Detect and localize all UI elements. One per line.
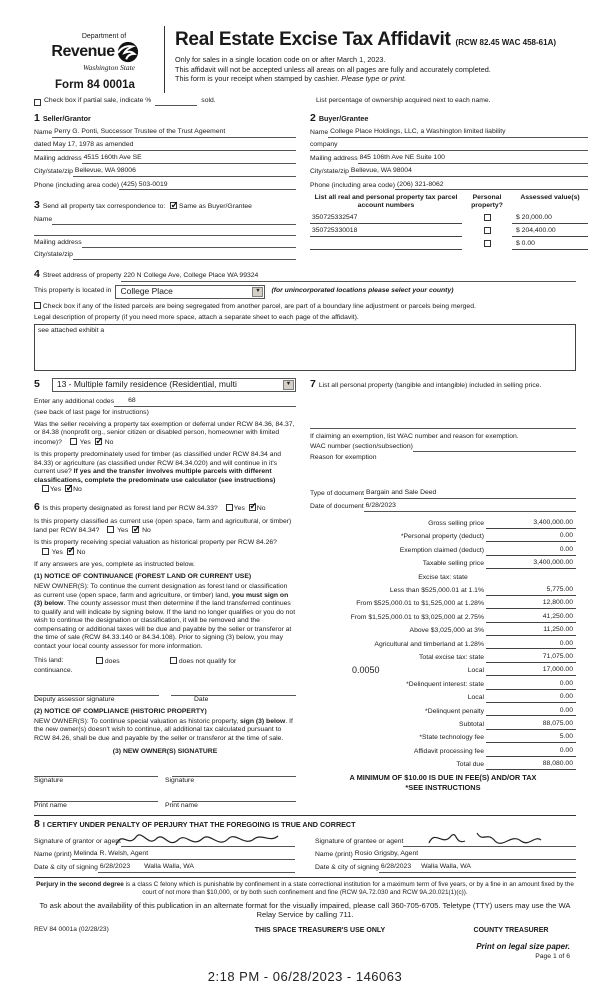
total-excise-state-field[interactable]: 71,075.00 (486, 653, 576, 663)
land-does-not-option: does not qualify for (170, 657, 236, 667)
grantee-name-label: Name (print) (315, 851, 353, 859)
grantor-signature-label: Signature of grantor or agent (34, 838, 121, 846)
section2-header: 2 Buyer/Grantee (310, 111, 369, 124)
tier1-amount-field[interactable]: 5,775.00 (486, 586, 576, 596)
seller-citystatezip-label: City/state/zip (34, 168, 73, 176)
deputy-assessor-label: Deputy assessor signature (34, 696, 115, 704)
correspondence-mailing-field[interactable] (82, 240, 296, 248)
correspondence-citystatezip-field[interactable] (73, 252, 296, 260)
forest-land-question: 6 Is this property designated as forest land per RCW 84.33? Yes ✓ No (34, 501, 296, 514)
seller-name-label: Name (34, 129, 53, 137)
use-code-dropdown[interactable] (52, 378, 296, 392)
exemption-deferral-question: Was the seller receiving a property tax exemption or deferral under RCW 84.36, 84.37, or 84.38 (nonprofit org., senior citizen or disabled person, homeowner with limited income)? Yes ✓ No (34, 421, 296, 448)
local-rate-value: 0.0050 (352, 664, 380, 675)
tax-row-total-due: Total due 88,080.00 (310, 757, 576, 770)
tax-row-personal-deduct: *Personal property (deduct) 0.00 (310, 529, 576, 542)
section8-header: 8 I CERTIFY UNDER PENALTY OF PERJURY THAT THE FOREGOING IS TRUE AND CORRECT (34, 815, 576, 832)
exemption-no-checkbox[interactable] (95, 438, 102, 445)
grantor-signature-ink (112, 827, 282, 851)
page-indicator: Page 1 of 6 (535, 953, 570, 961)
answers-yes-note: If any answers are yes, complete as instructed below. (34, 560, 195, 568)
current-use-no-checkbox[interactable] (132, 526, 139, 533)
partial-sale-label: Check box if partial sale, indicate % (44, 96, 152, 104)
partial-sale-percent-field[interactable] (155, 98, 197, 106)
tax-row-tier3: From $1,525,000.01 to $3,025,000 at 2.75% 41,250.00 (310, 609, 576, 622)
doc-date-field[interactable]: 6/28/2023 (364, 502, 576, 512)
tax-row-agricultural: Agricultural and timberland at 1.28% 0.00 (310, 636, 576, 649)
exemption-yes-checkbox[interactable] (70, 438, 77, 445)
seller-citystatezip-field[interactable]: Bellevue, WA 98006 (73, 167, 296, 177)
legal-description-field[interactable]: see attached exhibit a (34, 324, 576, 371)
buyer-citystatezip-field[interactable]: Bellevue, WA 98004 (349, 167, 588, 177)
use-code-value: 13 - Multiple family residence (Residential, multi (56, 379, 237, 390)
section1-header: 1 Seller/Grantor (34, 111, 91, 124)
new-owner-signature-field-1[interactable] (34, 769, 158, 777)
tax-row-tier2: From $525,000.01 to $1,525,000 at 1.28% 12,800.00 (310, 596, 576, 609)
notice-compliance-title: (2) NOTICE OF COMPLIANCE (HISTORIC PROPERTY) (34, 707, 207, 715)
state-technology-fee-field[interactable]: 5.00 (486, 733, 576, 743)
grantee-signature-label: Signature of grantee or agent (315, 838, 404, 846)
deputy-assessor-signature-field[interactable] (34, 688, 159, 696)
seller-name-field-2[interactable]: dated May 17, 1978 as amended (34, 141, 296, 151)
reason-exemption-label: Reason for exemption (310, 454, 377, 462)
land-does-option: does (96, 657, 170, 667)
affidavit-processing-fee-field[interactable]: 0.00 (486, 747, 576, 757)
personal-property-checkbox[interactable] (484, 214, 491, 221)
personal-property-checkbox[interactable] (484, 227, 491, 234)
timestamp-stamp: 2:18 PM - 06/28/2023 - 146063 (207, 968, 403, 984)
tax-row-delinquent-interest-state: *Delinquent interest: state 0.00 (310, 676, 576, 689)
same-as-buyer-checkbox[interactable] (170, 202, 177, 209)
tax-row-tech-fee: *State technology fee 5.00 (310, 730, 576, 743)
exemption-claimed-field[interactable]: 0.00 (486, 546, 576, 556)
deputy-date-label: Date (194, 696, 209, 704)
timber-no-checkbox[interactable] (65, 485, 72, 492)
minimum-due-note: A MINIMUM OF $10.00 IS DUE IN FEE(S) AND/OR TAX *SEE INSTRUCTIONS (349, 772, 537, 792)
section4-street-label: 4 Street address of property (34, 268, 122, 281)
personal-property-list-field[interactable] (310, 421, 576, 429)
doc-type-field[interactable]: Bargain and Sale Deed (364, 489, 576, 499)
deputy-date-field[interactable] (171, 688, 296, 696)
grantor-date-label: Date & city of signing (34, 864, 98, 872)
tier4-amount-field[interactable]: 11,250.00 (486, 626, 576, 636)
section7-text: 7 List all personal property (tangible and intangible) included in selling price. (310, 378, 542, 390)
buyer-mailing-field[interactable]: 845 106th Ave NE Suite 100 (358, 154, 588, 164)
land-does-checkbox[interactable] (96, 657, 103, 664)
tax-row-subtotal: Subtotal 88,075.00 (310, 716, 576, 729)
county-treasurer-label: COUNTY TREASURER (473, 926, 549, 934)
washington-state-label: Washington State (82, 63, 136, 73)
grantee-print-name-field[interactable]: Rosio Grigsby, Agent (353, 850, 576, 860)
grantor-name-label: Name (print) (34, 851, 72, 859)
personal-property-deduct-field[interactable]: 0.00 (486, 532, 576, 542)
correspondence-name-label: Name (34, 216, 53, 224)
buyer-name-field-2[interactable]: company (310, 141, 588, 151)
tax-row-exemption-deduct: Exemption claimed (deduct) 0.00 (310, 542, 576, 555)
parcel-row (310, 240, 588, 250)
same-as-buyer-label: Same as Buyer/Grantee (179, 203, 252, 211)
signature-label: Signature (34, 776, 64, 784)
buyer-phone-field[interactable]: (206) 321-8062 (395, 181, 588, 191)
dept-of-label: Department of (81, 33, 127, 40)
taxable-selling-price-field[interactable]: 3,400,000.00 (486, 559, 576, 569)
notice-compliance-body: NEW OWNER(S): To continue special valuation as historic property, sign (3) below. If the new owner(s) doesn't wish to continue, all additional tax calculated pursuant to RCW 84.26, shall be due and payable by the seller or transferor at the time of sale. (34, 717, 293, 742)
section5-number: 5 (34, 378, 40, 391)
partial-sale-checkbox[interactable] (34, 99, 41, 106)
land-does-not-checkbox[interactable] (170, 657, 177, 664)
header-note-1: Only for sales in a single location code on or after March 1, 2023. (175, 54, 386, 64)
grantee-signature-ink (425, 827, 545, 851)
header-note-2: This affidavit will not be accepted unless all areas on all pages are fully and accurately completed. (175, 64, 491, 74)
notice-continuance-title: (1) NOTICE OF CONTINUANCE (FOREST LAND OR CURRENT USE) (34, 573, 252, 581)
grantor-print-name-field[interactable]: Melinda R. Welsh, Agent (72, 850, 295, 860)
assessed-value-field[interactable]: $ 204,400.00 (512, 227, 588, 237)
timber-yes-checkbox[interactable] (42, 485, 49, 492)
correspondence-citystatezip-label: City/state/zip (34, 251, 73, 259)
ownership-note: List percentage of ownership acquired next to each name. (316, 96, 491, 104)
seller-name-field[interactable]: Perry G. Ponti, Successor Trustee of the Trust Ageement (52, 128, 296, 138)
chevron-down-icon[interactable]: ▼ (283, 380, 294, 390)
tax-row-tier4: Above $3,025,000 at 3% 11,250.00 (310, 623, 576, 636)
forest-no-checkbox[interactable] (249, 504, 256, 511)
tax-row-delinquent-interest-local: Local 0.00 (310, 690, 576, 703)
historic-property-question: Is this property receiving special valuation as historical property per RCW 84.26? Yes ✓ No (34, 539, 296, 557)
dor-swirl-icon (117, 41, 139, 63)
buyer-citystatezip-label: City/state/zip (310, 168, 349, 176)
rev-number: REV 84 0001a (02/28/23) (34, 925, 109, 933)
historic-no-checkbox[interactable] (67, 548, 74, 555)
current-use-question: Is this property classified as current use (open space, farm and agricultural, or timber) land per RCW 84.34? Yes ✓ No (34, 518, 296, 536)
current-use-yes-checkbox[interactable] (107, 526, 114, 533)
signature-label: Signature (165, 776, 195, 784)
header-note-3: This form is your receipt when stamped by cashier. Please type or print. (175, 74, 407, 84)
tax-row-taxable: Taxable selling price 3,400,000.00 (310, 556, 576, 569)
print-name-label: Print name (165, 801, 198, 809)
tier3-amount-field[interactable]: 41,250.00 (486, 613, 576, 623)
new-owner-print-name-field-2[interactable] (172, 794, 296, 802)
segregated-checkbox[interactable] (34, 302, 41, 309)
delinquent-penalty-field[interactable]: 0.00 (486, 707, 576, 717)
parcel-number-field[interactable]: 350725330018 (310, 227, 462, 237)
local-tax-field[interactable]: 17,000.00 (486, 666, 576, 676)
tier2-amount-field[interactable]: 12,800.00 (486, 599, 576, 609)
parcel-row (310, 227, 588, 237)
tax-row-delinquent-penalty: *Delinquent penalty 0.00 (310, 703, 576, 716)
forest-yes-checkbox[interactable] (226, 504, 233, 511)
additional-codes-label: Enter any additional codes (34, 398, 115, 405)
buyer-phone-label: Phone (including area code) (310, 181, 396, 189)
new-owners-signature-title: (3) NEW OWNER(S) SIGNATURE (112, 748, 218, 756)
this-land-label: This land: (34, 657, 64, 665)
seller-phone-field[interactable]: (425) 503-0019 (119, 181, 296, 191)
buyer-name-field[interactable]: College Place Holdings, LLC, a Washington limited liability (328, 128, 588, 138)
parcel-number-field[interactable]: 350725332547 (310, 214, 462, 224)
located-in-label: This property is located in (34, 287, 112, 295)
page-title: Real Estate Excise Tax Affidavit (175, 29, 451, 50)
delinquent-interest-local-field[interactable]: 0.00 (486, 693, 576, 703)
wac-number-field[interactable] (413, 444, 576, 452)
segregated-label: Check box if any of the listed parcels are being segregated from another parcel, are part of a boundary line adjustment or parcels being merged. (42, 302, 476, 310)
doc-type-label: Type of document (310, 489, 365, 497)
correspondence-name-field[interactable] (52, 217, 296, 225)
new-owner-print-name-field-1[interactable] (34, 794, 158, 802)
buyer-mailing-label: Mailing address (310, 155, 358, 163)
tax-row-processing-fee: Affidavit processing fee 0.00 (310, 743, 576, 756)
personal-property-checkbox[interactable] (484, 240, 491, 247)
grantee-date-label: Date & city of signing (315, 864, 379, 872)
grantee-date-field[interactable]: 6/28/2023 Walla Walla, WA (379, 863, 576, 873)
form-number: Form 84 0001a (55, 78, 135, 91)
exemption-note: If claiming an exemption, list WAC number and reason for exemption. (310, 432, 519, 440)
correspondence-mailing-label: Mailing address (34, 239, 82, 247)
additional-codes-field[interactable]: 68 (114, 397, 296, 407)
perjury-statement: Perjury in the second degree is a class C felony which is punishable by confinement in a state correctional institution for a maximum term of five years, or by a fine in an amount fixed by the court of not more than $10,000, or by both such confinement and fine (RCW 9A.72.030 and RCW 9A.20.021(1)(c)). (36, 881, 574, 897)
subtotal-field[interactable]: 88,075.00 (486, 720, 576, 730)
section3-header: 3 Send all property tax correspondence to: ✓ Same as Buyer/Grantee (34, 199, 296, 213)
tax-row-gross: Gross selling price 3,400,000.00 (310, 516, 576, 529)
seller-phone-label: Phone (including area code) (34, 181, 120, 189)
historic-yes-checkbox[interactable] (42, 548, 49, 555)
assessed-value-field[interactable]: $ 20,000.00 (512, 214, 588, 224)
correspondence-name-field-2[interactable] (34, 228, 296, 236)
located-in-note: (for unincorporated locations please select your county) (271, 287, 454, 295)
doc-date-label: Date of document (310, 502, 364, 510)
buyer-name-label: Name (310, 129, 329, 137)
street-address-field[interactable]: 220 N College Ave, College Place WA 99324 (121, 272, 576, 282)
tax-row-tier1: Less than $525,000.01 at 1.1% 5,775.00 (310, 582, 576, 595)
assessed-value-field[interactable]: $ 0.00 (512, 240, 588, 250)
header (34, 26, 576, 93)
treasurer-space-label: THIS SPACE TREASURER'S USE ONLY (254, 926, 386, 934)
print-name-label: Print name (34, 801, 67, 809)
total-due-field[interactable]: 88,080.00 (486, 760, 576, 770)
alternate-format-note: To ask about the availability of this publication in an alternate format for the visually impaired, please call 360-705-6705. Teletype (TTY) users may use the WA Relay Service by calling 711. (39, 900, 571, 920)
new-owner-signature-field-2[interactable] (172, 769, 296, 777)
print-legal-note: Print on legal size paper. (476, 941, 570, 951)
excise-tax-state-header: Excise tax: state (418, 573, 468, 581)
seller-mailing-field[interactable]: 4515 160th Ave SE (82, 154, 296, 164)
parcel-row (310, 214, 588, 224)
agricultural-amount-field[interactable]: 0.00 (486, 640, 576, 650)
rcw-reference: (RCW 82.45 WAC 458-61A) (455, 38, 557, 47)
dor-logo (34, 26, 156, 93)
location-dropdown[interactable] (115, 285, 265, 299)
legal-description-label: Legal description of property (if you need more space, attach a separate sheet to each page of the affidavit). (34, 314, 359, 322)
codes-note: (see back of last page for instructions) (34, 408, 149, 416)
location-dropdown-value: College Place (120, 286, 173, 297)
tax-row-local: 0.0050 Local 17,000.00 (310, 663, 576, 676)
chevron-down-icon[interactable]: ▼ (252, 287, 263, 297)
parcel-number-field[interactable] (310, 242, 462, 250)
revenue-wordmark: Revenue (51, 42, 115, 60)
parcel-table-header: List all real and personal property tax parcel account numbers Personal property? Assessed value(s) (314, 194, 580, 210)
grantor-date-field[interactable]: 6/28/2023 Walla Walla, WA (98, 863, 295, 873)
seller-mailing-label: Mailing address (34, 155, 82, 163)
timber-agriculture-question: Is this property predominately used for timber (as classified under RCW 84.34 and 84.33) or agriculture (as classified under RCW 84.34.020) and will continue in it's current use? If yes and the transfer involves multiple parcels with different classifications, complete the predominate use calculator (see instructions)Yes ✓ No (34, 451, 296, 495)
wac-number-label: WAC number (section/subsection) (310, 443, 413, 451)
delinquent-interest-state-field[interactable]: 0.00 (486, 680, 576, 690)
continuance-label: continuance. (34, 667, 73, 675)
notice-continuance-body: NEW OWNER(S): To continue the current designation as forest land or classification as current use (open space, farm and agriculture, or timber) land, you must sign on (3) below. The county assessor must then determine if the land transferred continues to qualify and will indicate by signing below. If the land no longer qualifies or you do not wish to continue the designation or classification, it will be removed and the compensating or additional taxes will be due and payable by the seller or transferor at the time of sale (RCW 84.33.140 or 84.34.108). Prior to signing (3) below, you may contact your local county assessor for more information. (34, 582, 296, 650)
gross-selling-price-field[interactable]: 3,400,000.00 (486, 519, 576, 529)
tax-row-total-state: Total excise tax: state 71,075.00 (310, 649, 576, 662)
sold-label: sold. (201, 96, 216, 104)
